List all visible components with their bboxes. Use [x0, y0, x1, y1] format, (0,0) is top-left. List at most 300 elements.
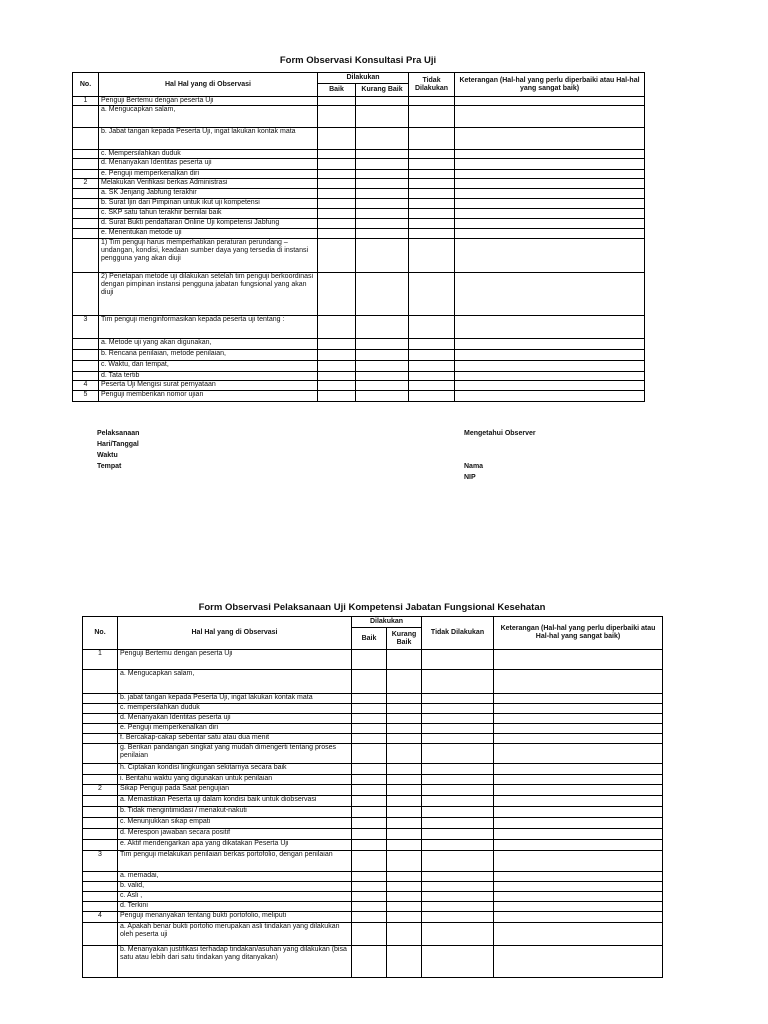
cell-baik[interactable]	[352, 744, 387, 764]
row-number	[73, 229, 99, 239]
cell-kurang-baik[interactable]	[356, 189, 409, 199]
cell-kurang-baik[interactable]	[387, 785, 422, 796]
cell-baik[interactable]	[318, 209, 356, 219]
cell-kurang-baik[interactable]	[387, 764, 422, 775]
cell-keterangan[interactable]	[494, 946, 663, 978]
cell-kurang-baik[interactable]	[356, 316, 409, 339]
cell-kurang-baik[interactable]	[387, 744, 422, 764]
cell-keterangan[interactable]	[494, 807, 663, 818]
cell-keterangan[interactable]	[494, 785, 663, 796]
row-observation-text: Penguji Bertemu dengan peserta Uji	[118, 650, 352, 670]
row-number	[73, 372, 99, 381]
table-row	[83, 872, 663, 882]
cell-tidak-dilakukan[interactable]	[422, 785, 494, 796]
cell-tidak-dilakukan[interactable]	[422, 714, 494, 724]
cell-baik[interactable]	[318, 381, 356, 391]
cell-tidak-dilakukan[interactable]	[409, 150, 455, 159]
cell-keterangan[interactable]	[494, 818, 663, 829]
table-row	[83, 775, 663, 785]
cell-kurang-baik[interactable]	[356, 372, 409, 381]
cell-baik[interactable]	[318, 229, 356, 239]
cell-tidak-dilakukan[interactable]	[422, 704, 494, 714]
row-number	[83, 694, 118, 704]
row-observation-text: b. Menanyakan justifikasi terhadap tindakan/asuhan yang dilakukan (bisa satu atau lebih dari satu tindakan yang ditanyakan)	[118, 946, 352, 978]
table-row	[73, 239, 645, 273]
cell-tidak-dilakukan[interactable]	[409, 189, 455, 199]
cell-keterangan[interactable]	[494, 734, 663, 744]
label-tempat: Tempat	[97, 463, 122, 470]
cell-tidak-dilakukan[interactable]	[409, 273, 455, 316]
cell-baik[interactable]	[352, 775, 387, 785]
cell-baik[interactable]	[318, 239, 356, 273]
header-keterangan: Keterangan (Hal-hal yang perlu diperbaiki atau Hal-hal yang sangat baik)	[455, 73, 645, 97]
cell-kurang-baik[interactable]	[356, 381, 409, 391]
header-keterangan: Keterangan (Hal-hal yang perlu diperbaiki atau Hal-hal yang sangat baik)	[494, 617, 663, 650]
row-observation-text: d. Surat Bukti pendaftaran Online Uji kompetensi Jabfung	[99, 219, 318, 229]
header-kurang-baik: Kurang Baik	[387, 628, 422, 650]
row-number	[73, 339, 99, 350]
cell-tidak-dilakukan[interactable]	[409, 179, 455, 189]
cell-baik[interactable]	[352, 946, 387, 978]
footer-left	[97, 428, 139, 472]
row-number	[83, 734, 118, 744]
cell-kurang-baik[interactable]	[387, 775, 422, 785]
cell-baik[interactable]	[318, 170, 356, 179]
cell-tidak-dilakukan[interactable]	[409, 128, 455, 150]
cell-keterangan[interactable]	[455, 229, 645, 239]
cell-kurang-baik[interactable]	[356, 106, 409, 128]
row-observation-text: c. Asli ,	[118, 892, 352, 902]
cell-tidak-dilakukan[interactable]	[422, 902, 494, 912]
cell-tidak-dilakukan[interactable]	[409, 239, 455, 273]
row-number	[83, 892, 118, 902]
row-number	[83, 764, 118, 775]
header-kurang-baik: Kurang Baik	[356, 84, 409, 97]
cell-keterangan[interactable]	[455, 372, 645, 381]
header-tidak-dilakukan: Tidak Dilakukan	[409, 73, 455, 97]
cell-keterangan[interactable]	[494, 840, 663, 851]
cell-baik[interactable]	[318, 97, 356, 106]
form2-title: Form Observasi Pelaksanaan Uji Kompetensi Jabatan Fungsional Kesehatan	[198, 602, 546, 613]
cell-kurang-baik[interactable]	[356, 391, 409, 402]
row-number	[83, 714, 118, 724]
cell-keterangan[interactable]	[455, 128, 645, 150]
cell-tidak-dilakukan[interactable]	[422, 851, 494, 872]
cell-tidak-dilakukan[interactable]	[422, 734, 494, 744]
table-row	[83, 694, 663, 704]
table-row	[73, 350, 645, 361]
row-observation-text: a. Apakah benar bukti portofio merupakan asli tindakan yang dilakukan oleh peserta uji	[118, 923, 352, 946]
header-no: No.	[73, 73, 99, 97]
header-baik: Baik	[352, 628, 387, 650]
cell-keterangan[interactable]	[455, 273, 645, 316]
cell-baik[interactable]	[318, 179, 356, 189]
table-row	[83, 892, 663, 902]
cell-tidak-dilakukan[interactable]	[422, 796, 494, 807]
cell-tidak-dilakukan[interactable]	[422, 807, 494, 818]
cell-kurang-baik[interactable]	[387, 829, 422, 840]
row-number	[83, 923, 118, 946]
cell-kurang-baik[interactable]	[387, 694, 422, 704]
row-number	[83, 670, 118, 694]
cell-baik[interactable]	[352, 796, 387, 807]
cell-kurang-baik[interactable]	[356, 339, 409, 350]
cell-kurang-baik[interactable]	[356, 199, 409, 209]
cell-baik[interactable]	[352, 872, 387, 882]
label-mengetahui-observer: Mengetahui Observer	[464, 430, 536, 437]
cell-keterangan[interactable]	[455, 97, 645, 106]
row-observation-text: h. Ciptakan kondisi lingkungan sekitarnya secara baik	[118, 764, 352, 775]
row-observation-text: Tim penguji menginformasikan kepada peserta uji tentang :	[99, 316, 318, 339]
label-nip: NIP	[464, 474, 476, 481]
row-number	[73, 350, 99, 361]
cell-kurang-baik[interactable]	[387, 872, 422, 882]
row-number	[83, 840, 118, 851]
cell-tidak-dilakukan[interactable]	[409, 316, 455, 339]
row-observation-text: b. valid,	[118, 882, 352, 892]
table-row	[83, 670, 663, 694]
cell-keterangan[interactable]	[494, 923, 663, 946]
cell-keterangan[interactable]	[494, 704, 663, 714]
cell-keterangan[interactable]	[455, 150, 645, 159]
row-number	[73, 209, 99, 219]
cell-tidak-dilakukan[interactable]	[422, 724, 494, 734]
row-observation-text: Penguji menanyakan tentang bukti portofolio, meliputi	[118, 912, 352, 923]
cell-keterangan[interactable]	[494, 650, 663, 670]
cell-kurang-baik[interactable]	[387, 818, 422, 829]
cell-baik[interactable]	[352, 912, 387, 923]
row-number	[73, 170, 99, 179]
row-number	[83, 744, 118, 764]
cell-tidak-dilakukan[interactable]	[422, 946, 494, 978]
cell-keterangan[interactable]	[455, 239, 645, 273]
cell-tidak-dilakukan[interactable]	[409, 339, 455, 350]
row-number: 3	[73, 316, 99, 339]
cell-baik[interactable]	[352, 902, 387, 912]
table-row	[73, 199, 645, 209]
table-row	[73, 159, 645, 170]
cell-baik[interactable]	[352, 807, 387, 818]
table-row	[83, 724, 663, 734]
row-observation-text: i. Beritahu waktu yang digunakan untuk penilaian	[118, 775, 352, 785]
row-number: 2	[73, 179, 99, 189]
cell-keterangan[interactable]	[455, 179, 645, 189]
row-number	[73, 159, 99, 170]
table-row	[73, 381, 645, 391]
cell-baik[interactable]	[318, 316, 356, 339]
cell-tidak-dilakukan[interactable]	[422, 818, 494, 829]
cell-keterangan[interactable]	[455, 361, 645, 372]
row-observation-text: Penguji Bertemu dengan peserta Uji	[99, 97, 318, 106]
row-observation-text: c. SKP satu tahun terakhir bernilai baik	[99, 209, 318, 219]
cell-kurang-baik[interactable]	[356, 179, 409, 189]
cell-tidak-dilakukan[interactable]	[409, 350, 455, 361]
header-dilakukan: Dilakukan	[352, 617, 422, 628]
table-row	[73, 391, 645, 402]
row-number: 3	[83, 851, 118, 872]
cell-baik[interactable]	[318, 189, 356, 199]
cell-tidak-dilakukan[interactable]	[409, 219, 455, 229]
cell-kurang-baik[interactable]	[356, 209, 409, 219]
cell-baik[interactable]	[352, 724, 387, 734]
cell-keterangan[interactable]	[455, 159, 645, 170]
cell-kurang-baik[interactable]	[387, 724, 422, 734]
cell-kurang-baik[interactable]	[356, 159, 409, 170]
cell-keterangan[interactable]	[455, 339, 645, 350]
cell-kurang-baik[interactable]	[387, 923, 422, 946]
row-number	[83, 807, 118, 818]
cell-baik[interactable]	[352, 764, 387, 775]
cell-tidak-dilakukan[interactable]	[422, 764, 494, 775]
cell-baik[interactable]	[352, 734, 387, 744]
cell-kurang-baik[interactable]	[387, 912, 422, 923]
cell-keterangan[interactable]	[455, 381, 645, 391]
cell-kurang-baik[interactable]	[387, 882, 422, 892]
cell-tidak-dilakukan[interactable]	[409, 159, 455, 170]
row-number	[73, 128, 99, 150]
row-number: 5	[73, 391, 99, 402]
table-row	[83, 829, 663, 840]
cell-tidak-dilakukan[interactable]	[422, 872, 494, 882]
cell-baik[interactable]	[352, 818, 387, 829]
cell-kurang-baik[interactable]	[387, 796, 422, 807]
cell-keterangan[interactable]	[494, 796, 663, 807]
row-number	[73, 239, 99, 273]
row-observation-text: d. Tata tertib	[99, 372, 318, 381]
cell-tidak-dilakukan[interactable]	[422, 775, 494, 785]
cell-keterangan[interactable]	[455, 219, 645, 229]
row-observation-text: b. jabat tangan kepada Peserta Uji, ingat lakukan kontak mata	[118, 694, 352, 704]
cell-tidak-dilakukan[interactable]	[422, 650, 494, 670]
cell-keterangan[interactable]	[455, 199, 645, 209]
table-row	[73, 128, 645, 150]
header-baik: Baik	[318, 84, 356, 97]
table-row	[83, 923, 663, 946]
cell-keterangan[interactable]	[494, 775, 663, 785]
row-observation-text: Sikap Penguji pada Saat pengujian	[118, 785, 352, 796]
table-row	[83, 734, 663, 744]
cell-baik[interactable]	[318, 106, 356, 128]
header-dilakukan: Dilakukan	[318, 73, 409, 84]
row-observation-text: a. Memastikan Peserta uji dalam kondisi baik untuk diobservasi	[118, 796, 352, 807]
cell-tidak-dilakukan[interactable]	[422, 882, 494, 892]
row-number	[83, 902, 118, 912]
cell-tidak-dilakukan[interactable]	[409, 361, 455, 372]
cell-kurang-baik[interactable]	[356, 97, 409, 106]
cell-keterangan[interactable]	[455, 391, 645, 402]
row-number	[83, 872, 118, 882]
cell-baik[interactable]	[352, 882, 387, 892]
cell-keterangan[interactable]	[494, 670, 663, 694]
cell-kurang-baik[interactable]	[387, 851, 422, 872]
row-observation-text: 2) Penetapan metode uji dilakukan setelah tim penguji berkoordinasi dengan pimpinan instansi pengguna jabatan fungsional yang akan diuji	[99, 273, 318, 316]
cell-tidak-dilakukan[interactable]	[422, 694, 494, 704]
cell-kurang-baik[interactable]	[356, 150, 409, 159]
row-observation-text: d. Menanyakan Identitas peserta uji	[99, 159, 318, 170]
cell-baik[interactable]	[318, 391, 356, 402]
row-observation-text: 1) Tim penguji harus memperhatikan peraturan perundang – undangan, kondisi, keadaan sumber daya yang tersedia di instansi pengguna yang akan diuji	[99, 239, 318, 273]
cell-tidak-dilakukan[interactable]	[409, 97, 455, 106]
cell-kurang-baik[interactable]	[356, 361, 409, 372]
row-observation-text: b. Tidak mengintimidasi / menakut-nakuti	[118, 807, 352, 818]
cell-tidak-dilakukan[interactable]	[409, 209, 455, 219]
cell-baik[interactable]	[352, 892, 387, 902]
table-row	[73, 150, 645, 159]
cell-kurang-baik[interactable]	[387, 650, 422, 670]
header-observed-items: Hal Hal yang di Observasi	[99, 73, 318, 97]
cell-baik[interactable]	[318, 219, 356, 229]
cell-keterangan[interactable]	[494, 744, 663, 764]
cell-tidak-dilakukan[interactable]	[422, 840, 494, 851]
cell-keterangan[interactable]	[455, 170, 645, 179]
cell-keterangan[interactable]	[494, 724, 663, 734]
cell-baik[interactable]	[318, 350, 356, 361]
cell-baik[interactable]	[318, 273, 356, 316]
cell-baik[interactable]	[352, 650, 387, 670]
cell-keterangan[interactable]	[494, 882, 663, 892]
cell-baik[interactable]	[318, 361, 356, 372]
cell-baik[interactable]	[352, 704, 387, 714]
row-observation-text: e. Menentukan metode uji	[99, 229, 318, 239]
form2-table	[82, 616, 663, 978]
row-observation-text: c. mempersilahkan duduk	[118, 704, 352, 714]
cell-kurang-baik[interactable]	[356, 239, 409, 273]
row-number	[73, 199, 99, 209]
cell-baik[interactable]	[352, 851, 387, 872]
cell-kurang-baik[interactable]	[356, 229, 409, 239]
header-tidak-dilakukan: Tidak Dilakukan	[422, 617, 494, 650]
table-row	[73, 339, 645, 350]
cell-baik[interactable]	[352, 785, 387, 796]
table-row	[73, 179, 645, 189]
cell-baik[interactable]	[352, 670, 387, 694]
cell-tidak-dilakukan[interactable]	[409, 106, 455, 128]
row-number	[83, 704, 118, 714]
row-observation-text: Tim penguji melakukan penilaian berkas portofolio, dengan penilaian	[118, 851, 352, 872]
table-row	[73, 106, 645, 128]
cell-tidak-dilakukan[interactable]	[409, 381, 455, 391]
cell-keterangan[interactable]	[494, 829, 663, 840]
table-row	[83, 882, 663, 892]
cell-kurang-baik[interactable]	[387, 807, 422, 818]
cell-tidak-dilakukan[interactable]	[409, 391, 455, 402]
cell-kurang-baik[interactable]	[387, 734, 422, 744]
cell-kurang-baik[interactable]	[387, 902, 422, 912]
cell-keterangan[interactable]	[494, 892, 663, 902]
cell-keterangan[interactable]	[494, 912, 663, 923]
cell-baik[interactable]	[352, 923, 387, 946]
cell-keterangan[interactable]	[494, 872, 663, 882]
cell-keterangan[interactable]	[494, 902, 663, 912]
row-number: 4	[83, 912, 118, 923]
row-number: 1	[83, 650, 118, 670]
cell-baik[interactable]	[318, 339, 356, 350]
cell-tidak-dilakukan[interactable]	[422, 829, 494, 840]
cell-kurang-baik[interactable]	[387, 892, 422, 902]
row-number	[73, 106, 99, 128]
cell-kurang-baik[interactable]	[387, 946, 422, 978]
row-number	[83, 818, 118, 829]
cell-kurang-baik[interactable]	[356, 273, 409, 316]
row-number: 4	[73, 381, 99, 391]
form1-title: Form Observasi Konsultasi Pra Uji	[279, 55, 437, 66]
row-observation-text: f. Bercakap-cakap sebentar satu atau dua menit	[118, 734, 352, 744]
cell-tidak-dilakukan[interactable]	[409, 170, 455, 179]
cell-tidak-dilakukan[interactable]	[409, 372, 455, 381]
table-row	[83, 840, 663, 851]
cell-keterangan[interactable]	[494, 851, 663, 872]
cell-tidak-dilakukan[interactable]	[409, 229, 455, 239]
cell-baik[interactable]	[352, 840, 387, 851]
row-observation-text: c. Mempersilahkan duduk	[99, 150, 318, 159]
cell-keterangan[interactable]	[494, 764, 663, 775]
cell-baik[interactable]	[318, 372, 356, 381]
label-hari-tanggal: Hari/Tanggal	[97, 441, 139, 448]
cell-baik[interactable]	[318, 150, 356, 159]
table-row	[73, 372, 645, 381]
table-row	[83, 807, 663, 818]
table-row	[83, 714, 663, 724]
cell-tidak-dilakukan[interactable]	[422, 670, 494, 694]
table-row	[83, 764, 663, 775]
cell-keterangan[interactable]	[494, 694, 663, 704]
row-observation-text: Penguji memberikan nomor ujian	[99, 391, 318, 402]
cell-keterangan[interactable]	[455, 316, 645, 339]
cell-baik[interactable]	[352, 829, 387, 840]
cell-baik[interactable]	[352, 694, 387, 704]
cell-kurang-baik[interactable]	[387, 704, 422, 714]
cell-keterangan[interactable]	[455, 209, 645, 219]
cell-kurang-baik[interactable]	[356, 219, 409, 229]
cell-tidak-dilakukan[interactable]	[409, 199, 455, 209]
row-number	[83, 829, 118, 840]
cell-keterangan[interactable]	[455, 350, 645, 361]
row-observation-text: a. memadai,	[118, 872, 352, 882]
cell-tidak-dilakukan[interactable]	[422, 744, 494, 764]
cell-kurang-baik[interactable]	[356, 350, 409, 361]
row-observation-text: b. Rencana penilaian, metode penilaian,	[99, 350, 318, 361]
cell-baik[interactable]	[318, 159, 356, 170]
cell-kurang-baik[interactable]	[387, 714, 422, 724]
row-observation-text: g. Berikan pandangan singkat yang mudah dimengerti tentang proses penilaian	[118, 744, 352, 764]
cell-kurang-baik[interactable]	[387, 840, 422, 851]
cell-baik[interactable]	[318, 199, 356, 209]
cell-kurang-baik[interactable]	[356, 170, 409, 179]
row-observation-text: b. Surat Ijin dari Pimpinan untuk ikut uji kompetensi	[99, 199, 318, 209]
cell-tidak-dilakukan[interactable]	[422, 912, 494, 923]
cell-baik[interactable]	[352, 714, 387, 724]
table-row	[73, 316, 645, 339]
table-row	[73, 273, 645, 316]
row-number	[83, 724, 118, 734]
cell-keterangan[interactable]	[455, 189, 645, 199]
row-number	[73, 189, 99, 199]
row-number	[83, 946, 118, 978]
table-row	[73, 229, 645, 239]
cell-tidak-dilakukan[interactable]	[422, 923, 494, 946]
row-number	[73, 361, 99, 372]
cell-kurang-baik[interactable]	[387, 670, 422, 694]
cell-kurang-baik[interactable]	[356, 128, 409, 150]
table-row	[83, 818, 663, 829]
cell-keterangan[interactable]	[455, 106, 645, 128]
table-row	[83, 851, 663, 872]
table-row	[83, 744, 663, 764]
cell-tidak-dilakukan[interactable]	[422, 892, 494, 902]
cell-keterangan[interactable]	[494, 714, 663, 724]
cell-baik[interactable]	[318, 128, 356, 150]
table-row	[83, 946, 663, 978]
